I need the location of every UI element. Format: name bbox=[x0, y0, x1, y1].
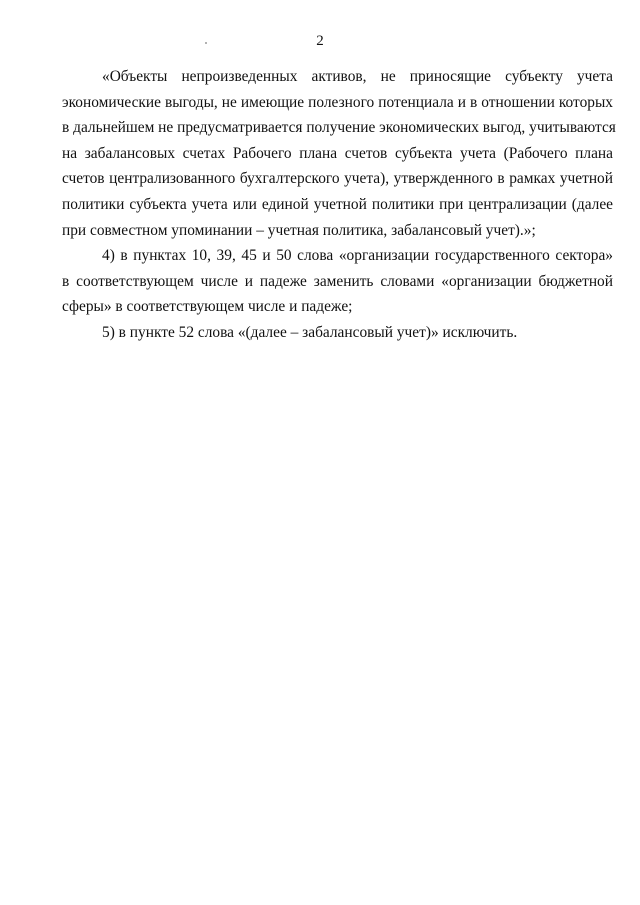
text-line: при совместном упоминании – учетная политика, забалансовый учет).»; bbox=[62, 221, 536, 239]
document-body bbox=[62, 64, 616, 346]
page-number: 2 bbox=[316, 33, 324, 49]
paragraph-off-balance-objects bbox=[62, 64, 616, 243]
paragraph-item-4 bbox=[62, 243, 613, 320]
text-line: на забалансовых счетах Рабочего плана счетов субъекта учета (Рабочего плана bbox=[62, 144, 613, 162]
text-line: счетов централизованного бухгалтерского учета), утвержденного в рамках учетной bbox=[62, 170, 613, 188]
text-line: в соответствующем числе и падеже заменить словами «организации бюджетной bbox=[62, 272, 613, 290]
paragraph-item-5 bbox=[62, 320, 613, 346]
text-line: «Объекты непроизведенных активов, не приносящие субъекту учета bbox=[102, 68, 613, 85]
text-line: политики субъекта учета или единой учетной политики при централизации (далее bbox=[62, 195, 613, 213]
text-line: 4) в пунктах 10, 39, 45 и 50 слова «организации государственного сектора» bbox=[102, 247, 613, 265]
text-line: сферы» в соответствующем числе и падеже; bbox=[62, 298, 353, 316]
scan-speck bbox=[205, 42, 207, 44]
text-line: в дальнейшем не предусматривается получение экономических выгод, учитываются bbox=[62, 119, 616, 137]
text-line: 5) в пункте 52 слова «(далее – забалансовый учет)» исключить. bbox=[102, 323, 518, 341]
text-line: экономические выгоды, не имеющие полезного потенциала и в отношении которых bbox=[62, 93, 613, 111]
